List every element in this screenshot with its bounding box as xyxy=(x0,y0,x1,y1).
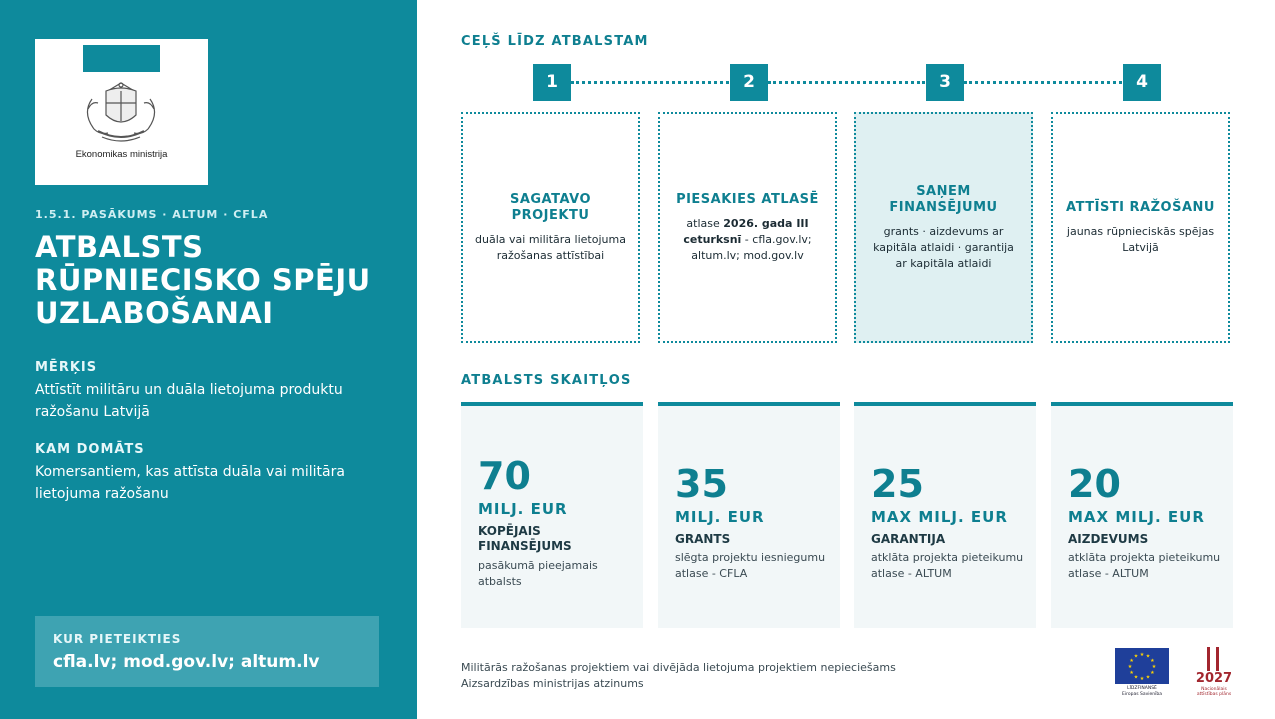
step-number-3: 3 xyxy=(926,64,964,101)
stat-description: pasākumā pieejamais atbalsts xyxy=(478,559,598,588)
step-card-funding xyxy=(854,112,1033,343)
step-card-apply xyxy=(658,112,837,343)
stat-unit: MILJ. EUR xyxy=(478,500,568,518)
stat-unit: MILJ. EUR xyxy=(675,508,765,526)
apply-links[interactable]: cfla.lv; mod.gov.lv; altum.lv xyxy=(53,652,320,672)
stat-description: slēgta projektu iesniegumu atlase - CFLA xyxy=(675,551,826,580)
stat-value: 20 xyxy=(1068,462,1121,506)
stat-value: 35 xyxy=(675,462,728,506)
eu-stars-icon xyxy=(1115,648,1169,684)
footer-note xyxy=(461,660,896,692)
svg-text:★: ★ xyxy=(1129,658,1134,664)
svg-text:★: ★ xyxy=(1139,676,1145,682)
ministry-logo xyxy=(35,39,208,185)
national-plan-bars-icon xyxy=(1193,647,1235,671)
logo-text: Ekonomikas ministrija xyxy=(75,149,168,160)
stat-name: GRANTS xyxy=(675,532,731,546)
goal-text: Attīstīt militāru un duāla lietojuma produktu ražošanu Latvijā xyxy=(35,382,343,420)
national-plan-year: 2027 xyxy=(1195,671,1233,686)
step-card-develop xyxy=(1051,112,1230,343)
step-title: PIESAKIES ATLASĒ xyxy=(676,191,819,207)
stat-name: AIZDEVUMS xyxy=(1068,532,1149,546)
national-plan-logo xyxy=(1193,647,1235,705)
page-title: ATBALSTS RŪPNIECISKO SPĒJU UZLABOŠANAI xyxy=(35,230,371,330)
step-card-prepare xyxy=(461,112,640,343)
step-number-1: 1 xyxy=(533,64,571,101)
audience-label: KAM DOMĀTS xyxy=(35,442,145,457)
step-title: SAŅEM FINANSĒJUMU xyxy=(889,183,998,215)
stat-value: 70 xyxy=(478,454,531,498)
stat-description: atklāta projekta pieteikumu atlase - ALTUM xyxy=(871,551,1024,580)
svg-text:★: ★ xyxy=(1150,658,1155,664)
audience-text: Komersantiem, kas attīsta duāla vai militāra lietojuma ražošanu xyxy=(35,464,345,502)
svg-text:★: ★ xyxy=(1127,664,1133,670)
stat-name: GARANTIJA xyxy=(871,532,946,546)
left-panel xyxy=(0,0,417,719)
step-number-2: 2 xyxy=(730,64,768,101)
stat-value: 25 xyxy=(871,462,924,506)
step-description: atlase 2026. gada III ceturksnī - cfla.gov.lv; altum.lv; mod.gov.lv xyxy=(683,216,812,262)
svg-text:★: ★ xyxy=(1145,653,1151,660)
step-number-4: 4 xyxy=(1123,64,1161,101)
svg-text:★: ★ xyxy=(1139,652,1145,658)
program-kicker: 1.5.1. PASĀKUMS · ALTUM · CFLA xyxy=(35,208,269,221)
eu-flag-icon xyxy=(1115,648,1169,684)
apply-box xyxy=(35,616,379,687)
stat-card-loan xyxy=(1051,402,1233,628)
svg-text:★: ★ xyxy=(1145,674,1151,681)
stat-unit: MAX MILJ. EUR xyxy=(871,508,1008,526)
step-deadline: 2026. gada III ceturksnī xyxy=(683,216,809,246)
step-connector xyxy=(768,81,925,84)
numbers-heading: ATBALSTS SKAITĻOS xyxy=(461,373,632,388)
stat-card-grants xyxy=(658,402,840,628)
path-heading: CEĻŠ LĪDZ ATBALSTAM xyxy=(461,34,649,49)
step-title: SAGATAVO PROJEKTU xyxy=(509,191,592,223)
eu-caption: LĪDZFINANSĒ Eiropas Savienība xyxy=(1122,686,1162,697)
footer-line-2: Aizsardzības ministrijas atzinums xyxy=(461,677,644,690)
goal-label: MĒRĶIS xyxy=(35,360,98,375)
apply-label: KUR PIETEIKTIES xyxy=(53,632,182,646)
step-connector xyxy=(571,81,729,84)
step-description: jaunas rūpnieciskās spējas Latvijā xyxy=(1066,224,1215,254)
svg-text:★: ★ xyxy=(1133,674,1139,681)
svg-text:★: ★ xyxy=(1150,670,1155,676)
national-plan-caption: Nacionālais attīstības plāns xyxy=(1196,687,1232,697)
stat-description: atklāta projekta pieteikumu atlase - ALTUM xyxy=(1068,551,1221,580)
stat-unit: MAX MILJ. EUR xyxy=(1068,508,1205,526)
step-description: duāla vai militāra lietojuma ražošanas attīstībai xyxy=(475,232,626,262)
step-title: ATTĪSTI RAŽOŠANU xyxy=(1066,199,1215,215)
step-description: grants · aizdevums ar kapitāla atlaidi · garantija ar kapitāla atlaidi xyxy=(873,224,1014,270)
stat-name: KOPĒJAIS FINANSĒJUMS xyxy=(478,524,572,553)
step-connector xyxy=(964,81,1122,84)
stat-card-total xyxy=(461,402,643,628)
logo-accent-bar xyxy=(83,45,160,72)
stat-card-guarantee xyxy=(854,402,1036,628)
svg-text:★: ★ xyxy=(1133,653,1139,660)
eu-logo xyxy=(1115,648,1169,700)
latvia-coat-of-arms-icon xyxy=(78,79,164,145)
svg-text:★: ★ xyxy=(1129,670,1134,676)
svg-text:★: ★ xyxy=(1151,664,1157,670)
footer-line-1: Militārās ražošanas projektiem vai divējāda lietojuma projektiem nepieciešams xyxy=(461,661,896,674)
